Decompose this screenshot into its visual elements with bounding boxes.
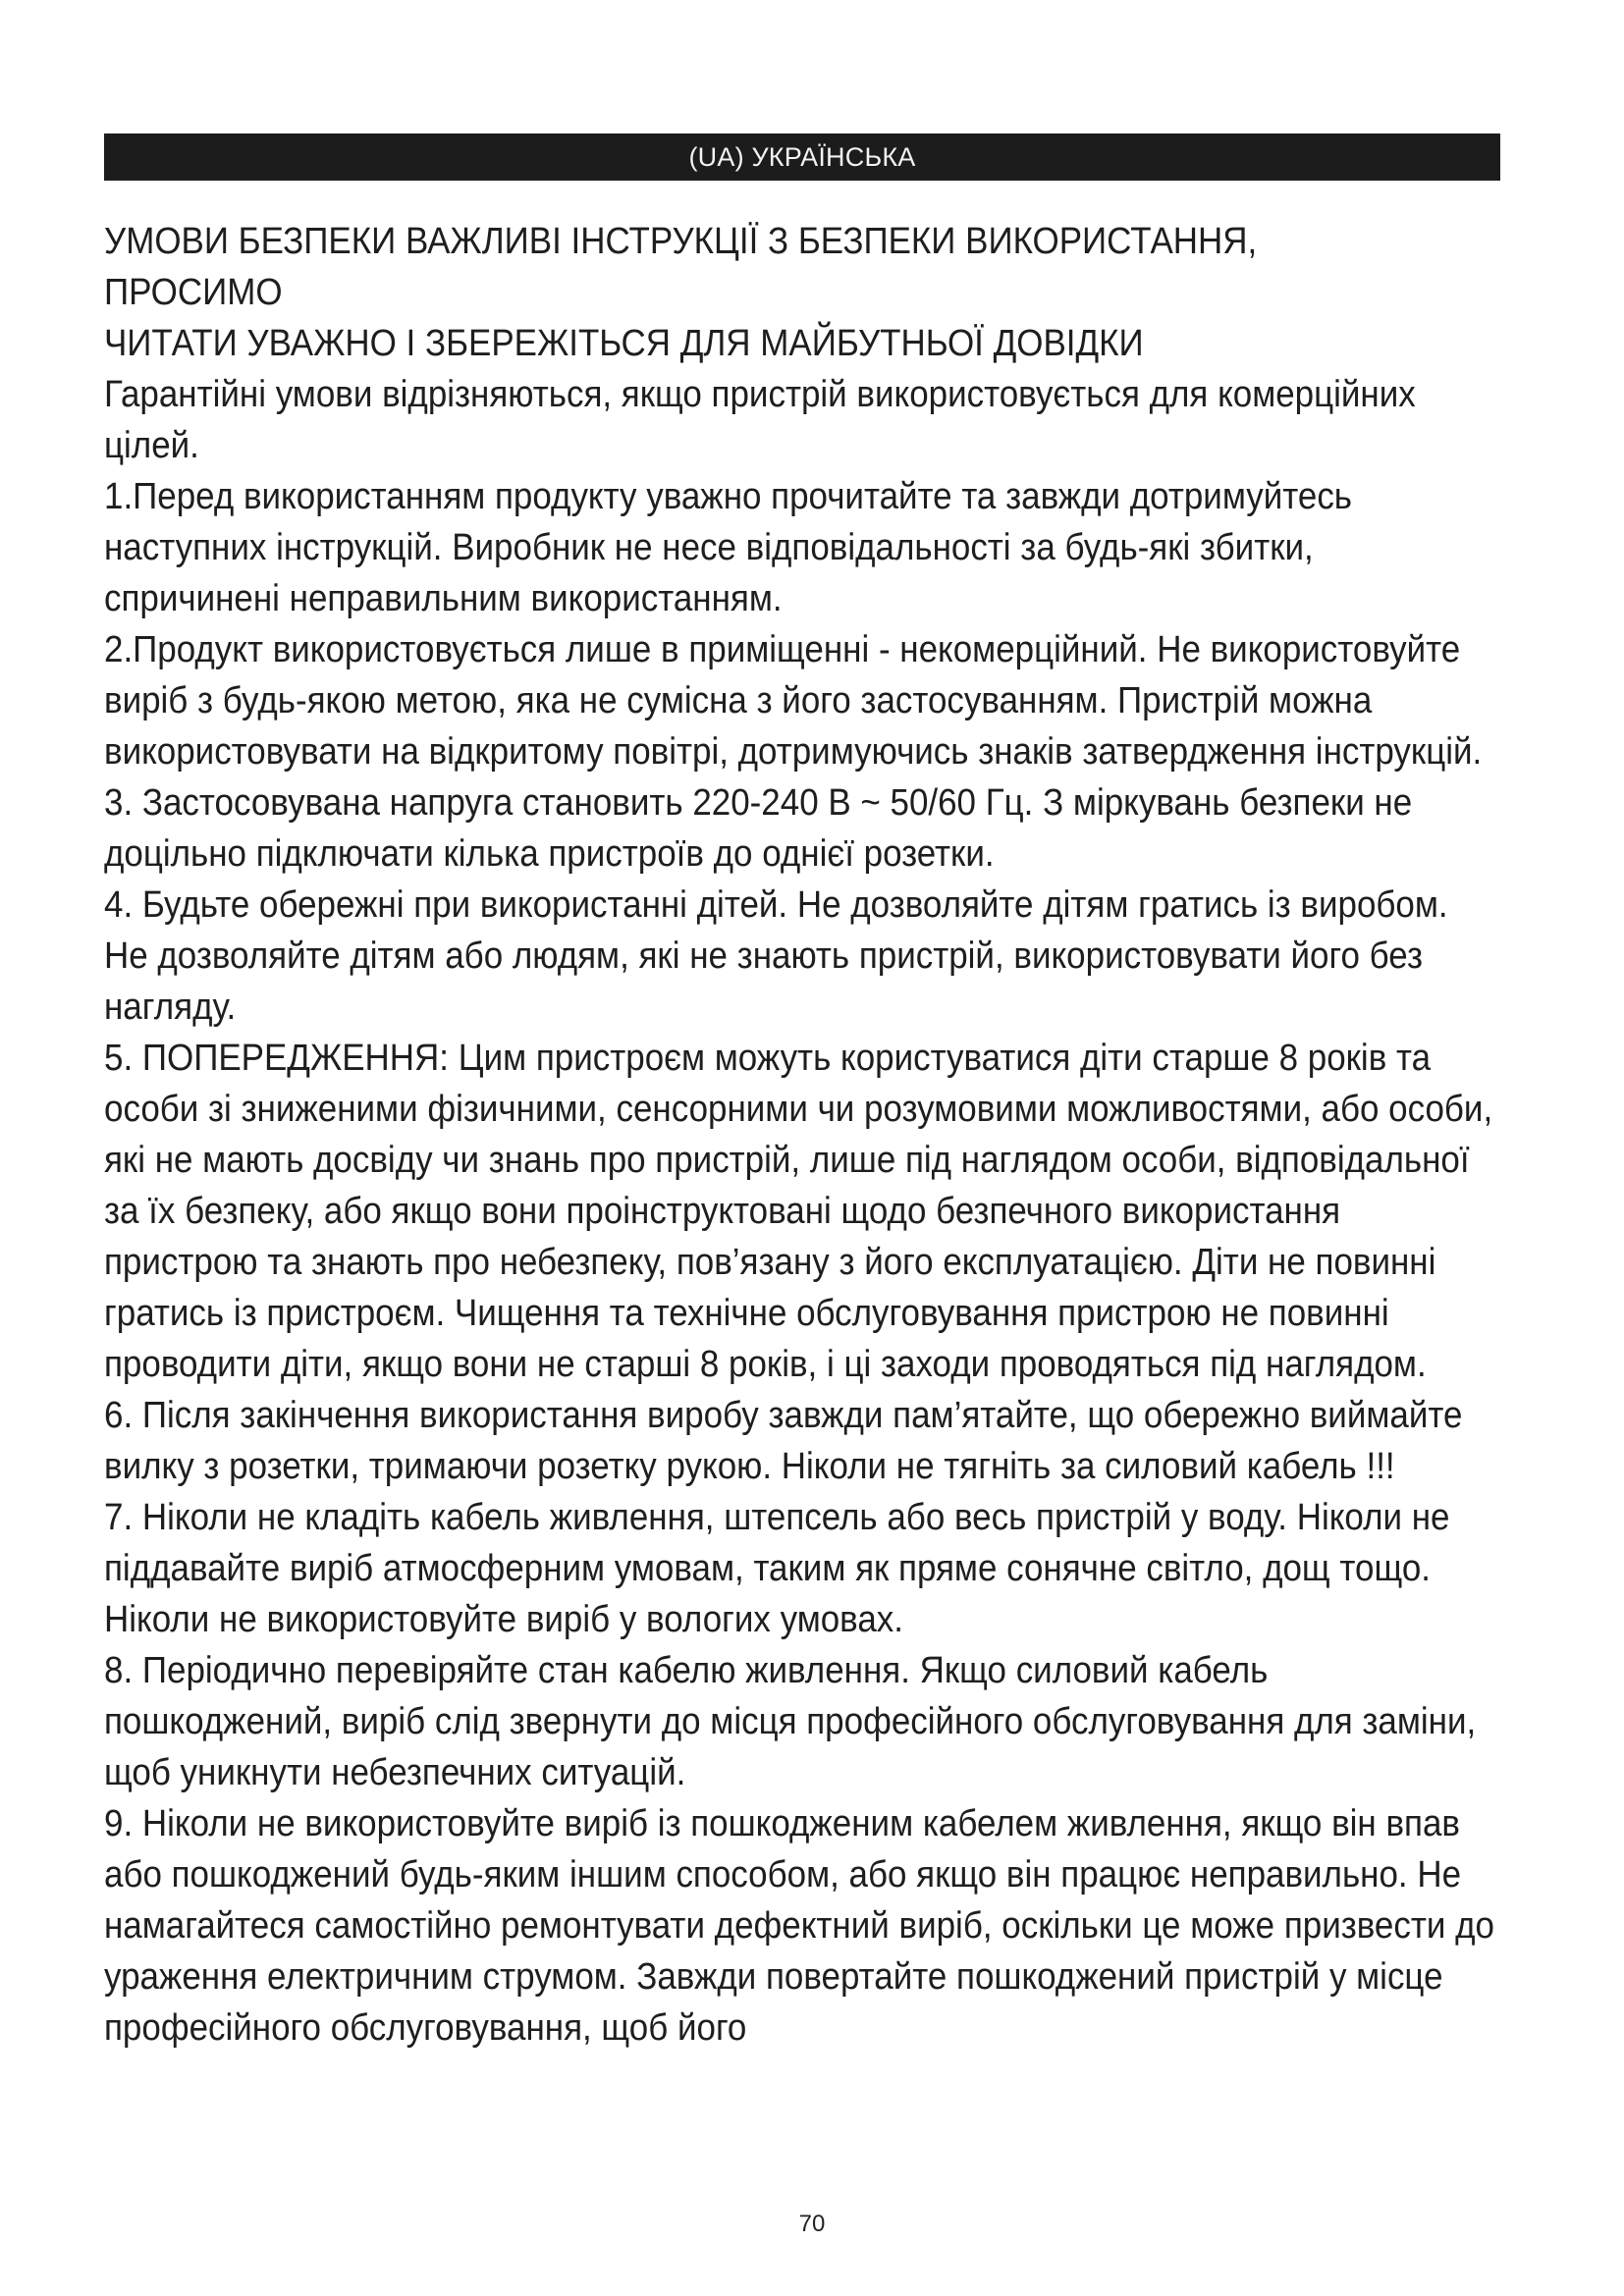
instruction-5: 5. ПОПЕРЕДЖЕННЯ: Цим пристроєм можуть користуватися діти старше 8 років та особи зі зниженими фізичними, сенсорними чи розумовими можливостями, або особи, які не мають досвіду чи знань про пристрій, лише під наглядом особи, відповідальної за їх безпеку, або якщо вони проінструктовані щодо безпечного використання пристрою та знають про небезпеку, пов’язану з його експлуатацією. Діти не повинні гратись із пристроєм. Чищення та технічне обслуговування пристрою не повинні проводити діти, якщо вони не старші 8 років, і ці заходи проводяться під наглядом. [104,1038,1493,1385]
paragraph-warranty: Гарантійні умови відрізняються, якщо пристрій використовується для комерційних цілей. [104,374,1416,466]
safety-title [104,216,1388,369]
language-label: (UA) УКРАЇНСЬКА [688,142,916,172]
language-header-bar [104,133,1500,181]
instruction-6: 6. Після закінчення використання виробу завжди пам’ятайте, що обережно виймайте вилку з розетки, тримаючи розетку рукою. Ніколи не тягніть за силовий кабель !!! [104,1395,1463,1487]
instructions-body [104,369,1500,2054]
instruction-4: 4. Будьте обережні при використанні дітей. Не дозволяйте дітям гратись із виробом. Не дозволяйте дітям або людям, які не знають пристрій, використовувати його без нагляду. [104,884,1448,1028]
instruction-1: 1.Перед використанням продукту уважно прочитайте та завжди дотримуйтесь наступних інструкцій. Виробник не несе відповідальності за будь-які збитки, спричинені неправильним використанням. [104,476,1353,619]
title-line-3: ЧИТАТИ УВАЖНО І ЗБЕРЕЖІТЬСЯ ДЛЯ МАЙБУТНЬОЇ ДОВІДКИ [104,323,1144,364]
title-line-2: ПРОСИМО [104,272,283,313]
instruction-3: 3. Застосовувана напруга становить 220-240 В ~ 50/60 Гц. З міркувань безпеки не доцільно підключати кілька пристроїв до однієї розетки. [104,782,1413,875]
page-number: 70 [798,2211,826,2237]
manual-page [104,133,1500,2054]
instruction-7: 7. Ніколи не кладіть кабель живлення, штепсель або весь пристрій у воду. Ніколи не піддавайте виріб атмосферним умовам, таким як пряме сонячне світло, дощ тощо. Ніколи не використовуйте виріб у вологих умовах. [104,1497,1450,1640]
instruction-9: 9. Ніколи не використовуйте виріб із пошкодженим кабелем живлення, якщо він впав або пошкоджений будь-яким іншим способом, або якщо він працює неправильно. Не намагайтеся самостійно ремонтувати дефектний виріб, оскільки це може призвести до ураження електричним струмом. Завжди повертайте пошкоджений пристрій у місце професійного обслуговування, щоб його [104,1803,1494,2049]
instruction-2: 2.Продукт використовується лише в приміщенні - некомерційний. Не використовуйте виріб з будь-якою метою, яка не сумісна з його застосуванням. Пристрій можна використовувати на відкритому повітрі, дотримуючись знаків затвердження інструкцій. [104,629,1483,773]
instruction-8: 8. Періодично перевіряйте стан кабелю живлення. Якщо силовий кабель пошкоджений, виріб слід звернути до місця професійного обслуговування для заміни, щоб уникнути небезпечних ситуацій. [104,1650,1477,1793]
title-line-1: УМОВИ БЕЗПЕКИ ВАЖЛИВІ ІНСТРУКЦІЇ З БЕЗПЕКИ ВИКОРИСТАННЯ, [104,221,1258,262]
